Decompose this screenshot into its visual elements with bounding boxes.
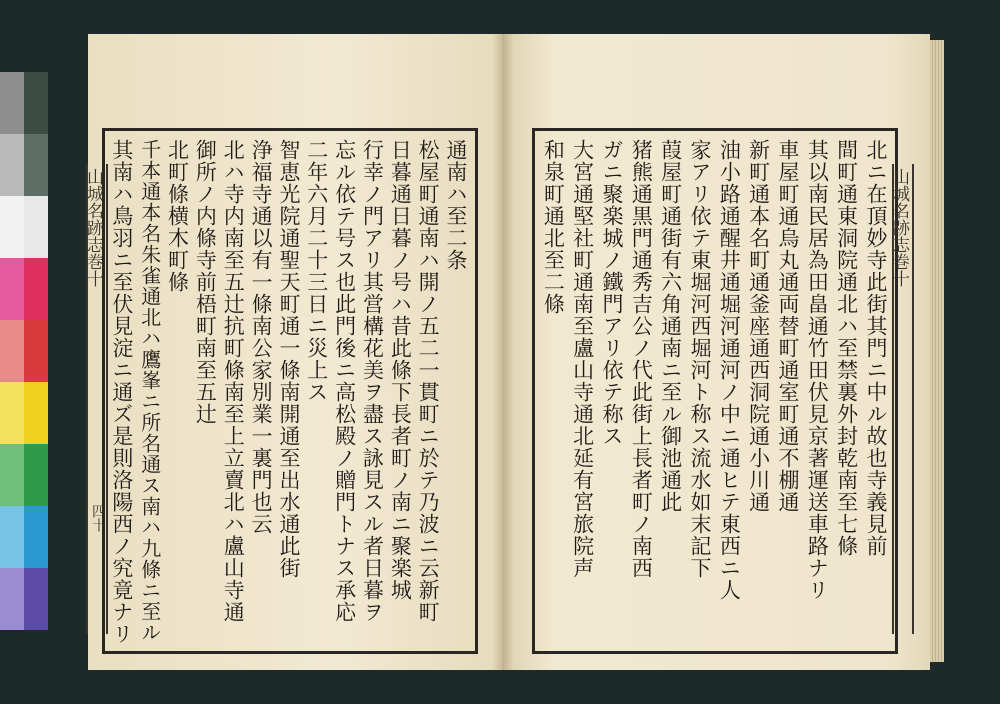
- calibration-patch: [0, 444, 24, 506]
- calibration-patch: [24, 196, 48, 258]
- calibration-patch: [0, 134, 24, 196]
- book-gutter: [492, 34, 514, 670]
- calibration-patch: [24, 382, 48, 444]
- text-column: 北ニ在頂妙寺此街其門ニ中ル故也寺義見前: [864, 139, 888, 557]
- calibration-patch: [0, 506, 24, 568]
- left-text-frame: [102, 128, 478, 654]
- text-column: 油小路通醒井通堀河通河ノ中ニ通ヒテ東西ニ人: [717, 139, 742, 601]
- text-column: 其以南民居為田畠通竹田伏見京著運送車路ナリ: [805, 139, 830, 601]
- text-column: 家アリ依テ東堀河西堀河ト称ス流水如末記下: [688, 139, 712, 579]
- right-text-frame: [532, 128, 898, 654]
- open-book: [83, 34, 930, 670]
- calibration-patch: [0, 72, 24, 134]
- text-column: 御所ノ内條寺前梧町南至五辻: [193, 139, 218, 425]
- text-column: 忘ル依テ号ス也此門後ニ高松殿ノ贈門トナス承応: [332, 139, 357, 623]
- text-column: 北ハ寺内南至五辻抗町條南至上立賣北ハ盧山寺通: [221, 139, 246, 623]
- text-column: 千本通本名朱雀通北ハ鷹峯ニ所名通ス南ハ九條ニ至ル: [137, 139, 162, 643]
- text-column: 大宮通堅社町通南至盧山寺通北延有宮旅院声: [570, 139, 595, 579]
- calibration-patch: [0, 568, 24, 630]
- calibration-patch: [24, 320, 48, 382]
- text-column: 浄福寺通以有一條南公家別業一裏門也云: [249, 139, 274, 535]
- text-column: 車屋町通烏丸通両替町通室町通不棚通: [776, 139, 800, 513]
- text-column: 通南ハ至二条: [444, 139, 468, 271]
- calibration-patch: [24, 72, 48, 134]
- text-column: 和泉町通北至二條: [541, 139, 566, 315]
- text-column: 智恵光院通聖天町通一條南開通至出水通此街: [276, 139, 301, 579]
- color-calibration-strip: [0, 72, 48, 632]
- left-spine-title: 山城名跡志巻十: [86, 164, 108, 634]
- left-page: [83, 34, 502, 670]
- text-column: 二年六月二十三日ニ災上ス: [304, 139, 329, 403]
- calibration-patch: [24, 568, 48, 630]
- text-column: 行幸ノ門アリ其営構花美ヲ盡ス詠見スル者日暮ヲ: [360, 139, 385, 623]
- calibration-patch: [0, 382, 24, 444]
- text-column: 新町通本名町通釜座通西洞院通小川通: [746, 139, 771, 513]
- text-column: 間町通東洞院通北ハ至禁裏外封乾南至七條: [834, 139, 859, 557]
- calibration-patch: [0, 258, 24, 320]
- calibration-patch: [24, 258, 48, 320]
- calibration-patch: [0, 320, 24, 382]
- text-column: ガニ聚楽城ノ鐵門アリ依テ称ス: [600, 139, 624, 447]
- calibration-patch: [24, 134, 48, 196]
- text-column: 葭屋町通街有六角通南ニ至ル御池通此: [658, 139, 683, 513]
- text-column: 日暮通日暮ノ号ハ昔此條下長者町ノ南ニ聚楽城: [388, 139, 413, 601]
- calibration-patch: [0, 196, 24, 258]
- calibration-patch: [24, 506, 48, 568]
- left-folio-number: 四十: [90, 504, 106, 532]
- text-column: 其南ハ鳥羽ニ至伏見淀ニ通ズ是則洛陽西ノ究竟ナリ: [109, 139, 134, 645]
- text-column: 猪熊通黒門通秀吉公ノ代此街上長者町ノ南西: [629, 139, 654, 579]
- text-column: 松屋町通南ハ開ノ五二一貫町ニ於テ乃波ニ云新町: [416, 139, 441, 623]
- right-page: [502, 34, 930, 670]
- page-edges: [930, 40, 944, 662]
- right-spine-title: 山城名跡志巻十: [892, 164, 914, 634]
- calibration-patch: [24, 444, 48, 506]
- text-column: 北町條横木町條: [165, 139, 190, 293]
